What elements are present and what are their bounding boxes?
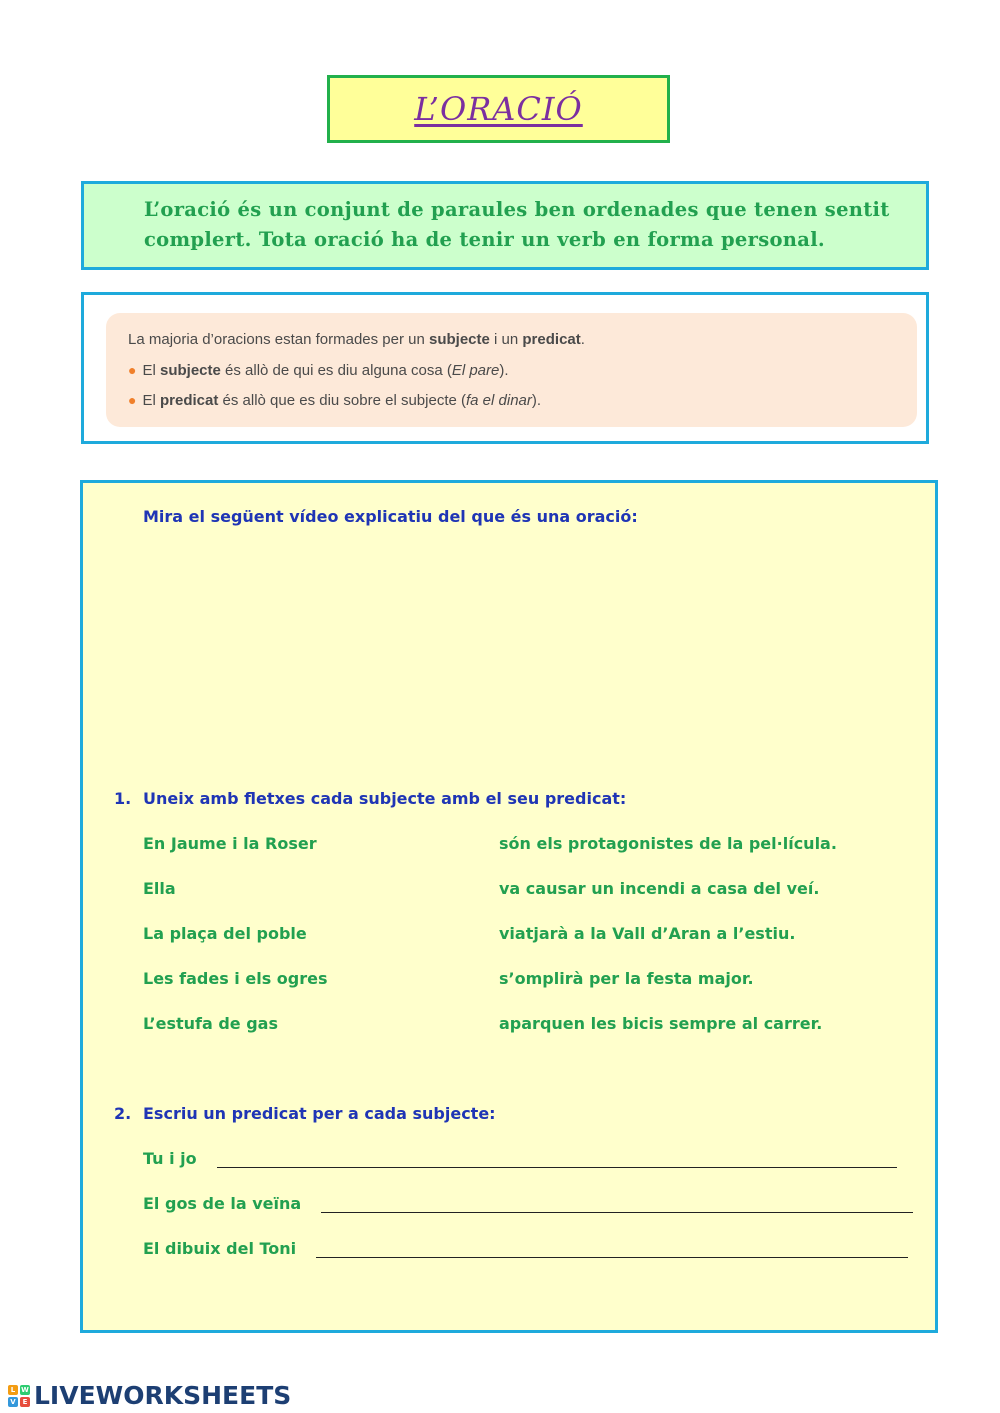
predicate-item[interactable]: aparquen les bicis sempre al carrer. [499, 1014, 823, 1033]
answer-input-line[interactable] [217, 1150, 897, 1168]
answer-row [143, 1194, 913, 1213]
info-line-3: ● El predicat és allò que es diu sobre el subjecte (fa el dinar). [128, 392, 542, 409]
answer-row [143, 1149, 897, 1168]
predicate-item[interactable]: s’omplirà per la festa major. [499, 969, 754, 988]
info-line-2: ● El subjecte és allò de qui es diu alguna cosa (El pare). [128, 362, 509, 379]
subject-item[interactable]: L’estufa de gas [143, 1014, 278, 1033]
exercise2-title: 2. Escriu un predicat per a cada subjecte: [114, 1104, 496, 1123]
bullet-icon: ● [128, 392, 137, 408]
subject-item[interactable]: Ella [143, 879, 176, 898]
predicate-item[interactable]: viatjarà a la Vall d’Aran a l’estiu. [499, 924, 796, 943]
subject-item[interactable]: Les fades i els ogres [143, 969, 328, 988]
predicate-item[interactable]: va causar un incendi a casa del veí. [499, 879, 820, 898]
answer-subject: El gos de la veïna [143, 1194, 302, 1213]
answer-input-line[interactable] [321, 1195, 913, 1213]
predicate-item[interactable]: són els protagonistes de la pel·lícula. [499, 834, 837, 853]
brand-name: LIVEWORKSHEETS [34, 1381, 292, 1410]
subject-item[interactable]: En Jaume i la Roser [143, 834, 317, 853]
exercise-box [80, 480, 938, 1333]
info-line-1: La majoria d’oracions estan formades per un subjecte i un predicat. [128, 331, 585, 348]
liveworksheets-logo-icon: L W V E [8, 1385, 30, 1407]
page-title: L’ORACIÓ [414, 90, 583, 128]
footer-logo [8, 1381, 291, 1410]
definition-text: L’oració és un conjunt de paraules ben ordenades que tenen sentit complert. Tota oració ha de tenir un verb en forma personal. [144, 198, 890, 251]
info-box [81, 292, 929, 444]
answer-input-line[interactable] [316, 1240, 908, 1258]
answer-row [143, 1239, 908, 1258]
video-prompt: Mira el següent vídeo explicatiu del que és una oració: [143, 507, 638, 526]
subject-item[interactable]: La plaça del poble [143, 924, 307, 943]
info-panel [106, 313, 917, 427]
exercise1-title: 1. Uneix amb fletxes cada subjecte amb el seu predicat: [114, 789, 627, 808]
answer-subject: Tu i jo [143, 1149, 197, 1168]
definition-box [81, 181, 929, 270]
title-box [327, 75, 670, 143]
answer-subject: El dibuix del Toni [143, 1239, 297, 1258]
bullet-icon: ● [128, 362, 137, 378]
